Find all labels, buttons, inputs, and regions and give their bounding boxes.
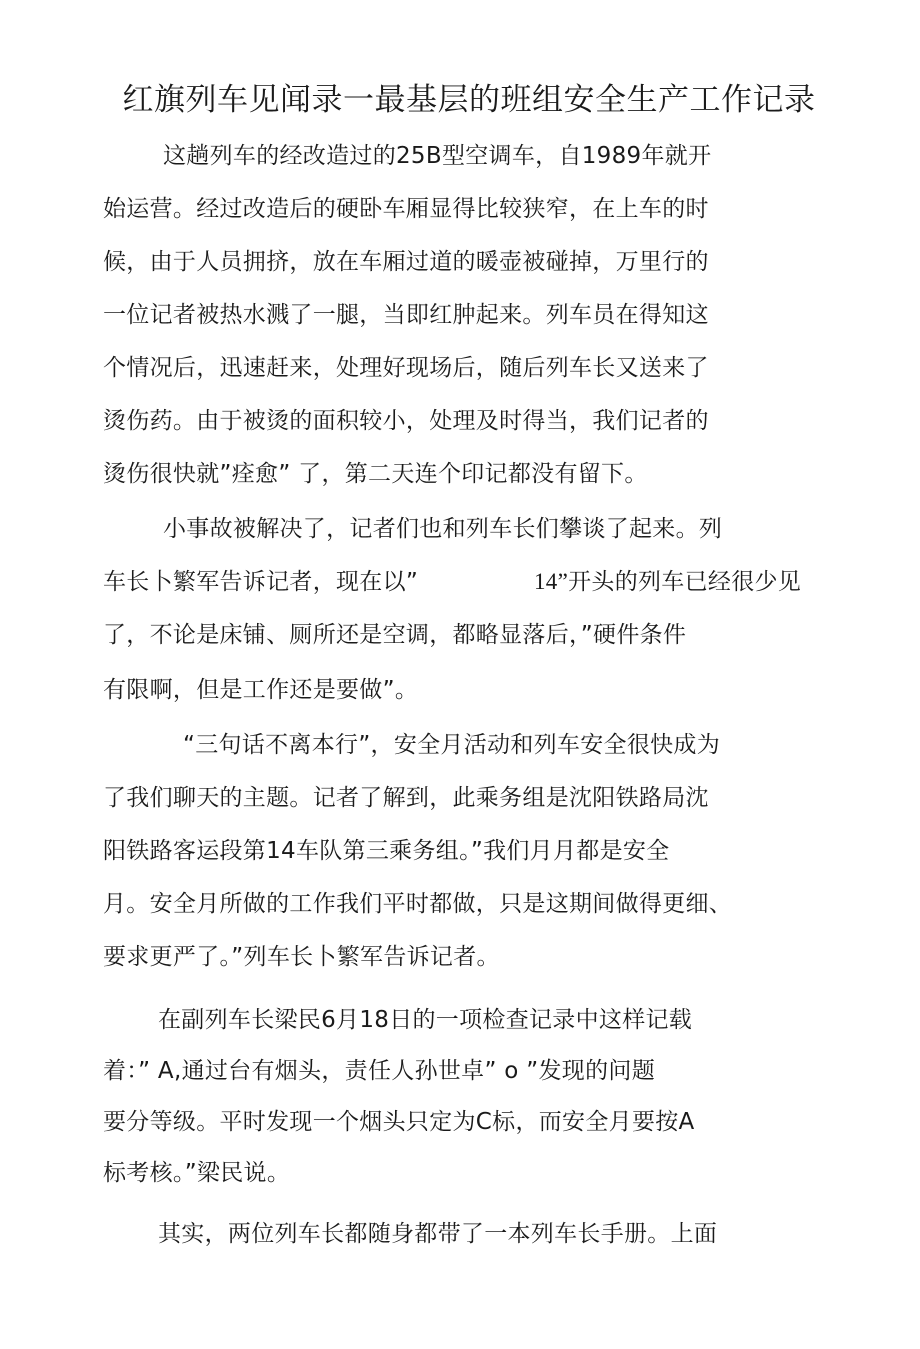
text-line: 烫伤药。由于被烫的面积较小，处理及时得当，我们记者的 <box>103 408 709 434</box>
text-line: 候，由于人员拥挤，放在车厢过道的暖壶被碰掉，万里行的 <box>103 249 709 275</box>
text-line: 14”开头的列车已经很少见 <box>534 569 802 594</box>
text-line: 阳铁路客运段第14车队第三乘务组。”我们月月都是安全 <box>103 838 670 864</box>
text-line: 一位记者被热水溅了一腿，当即红肿起来。列车员在得知这 <box>103 302 709 328</box>
document-title: 红旗列车见闻录一最基层的班组安全生产工作记录 <box>122 82 816 118</box>
text-line: 了，不论是床铺、厕所还是空调，都略显落后，”硬件条件 <box>103 622 687 648</box>
text-line: 车长卜繁军告诉记者，现在以” <box>103 569 419 595</box>
text-line: “三句话不离本行”，安全月活动和列车安全很快成为 <box>183 732 721 758</box>
text-line: 个情况后，迅速赶来，处理好现场后，随后列车长又送来了 <box>103 355 709 381</box>
text-line: 始运营。经过改造后的硬卧车厢显得比较狭窄，在上车的时 <box>103 196 709 222</box>
text-line: 要分等级。平时发现一个烟头只定为C标，而安全月要按A <box>103 1109 695 1135</box>
text-line: 小事故被解决了，记者们也和列车长们攀谈了起来。列 <box>163 516 723 542</box>
text-line: 标考核。”梁民说。 <box>103 1160 291 1186</box>
text-line: 有限啊，但是工作还是要做”。 <box>103 677 419 703</box>
text-line: 了我们聊天的主题。记者了解到，此乘务组是沈阳铁路局沈 <box>103 785 709 811</box>
text-line: 烫伤很快就”痊愈” 了，第二天连个印记都没有留下。 <box>103 461 648 487</box>
text-line: 月。安全月所做的工作我们平时都做，只是这期间做得更细、 <box>103 891 733 917</box>
text-line: 其实，两位列车长都随身都带了一本列车长手册。上面 <box>158 1221 718 1247</box>
text-line: 在副列车长梁民6月18日的一项检查记录中这样记载 <box>158 1007 693 1033</box>
text-line: 要求更严了。”列车长卜繁军告诉记者。 <box>103 944 500 970</box>
text-line: 着：” A,通过台有烟头，责任人孙世卓” o ”发现的问题 <box>103 1058 655 1084</box>
text-line: 这趟列车的经改造过的25B型空调车，自1989年就开 <box>163 143 712 169</box>
